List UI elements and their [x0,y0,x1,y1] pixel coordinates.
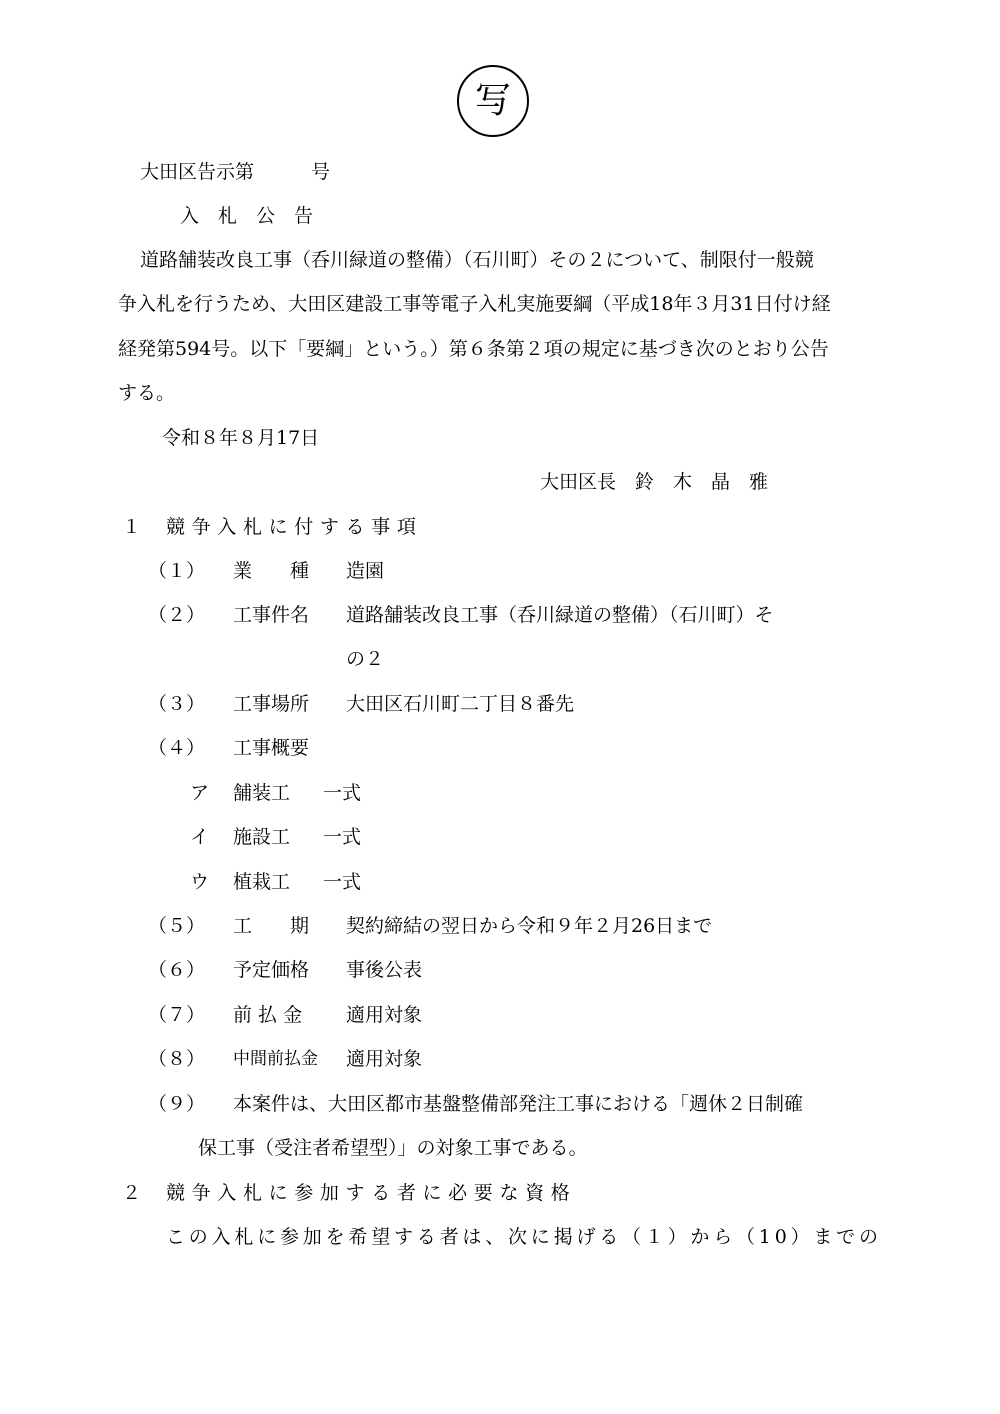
item-8-value: 適用対象 [346,1048,423,1070]
section-1-number: １ [122,516,142,538]
section-1-heading: 競争入札に付する事項 [166,516,423,538]
intro-line-3: 経発第594号。以下「要綱」という。）第６条第２項の規定に基づき次のとおり公告 [118,338,829,360]
item-3-number: （３） [148,693,206,715]
overview-u-qty: 一式 [323,871,362,893]
item-7-number: （７） [148,1004,206,1026]
intro-line-4: する。 [118,382,176,404]
item-5-label: 工 期 [233,915,310,937]
overview-i-name: 施設工 [233,826,291,848]
overview-u-name: 植栽工 [233,871,291,893]
copy-stamp: 写 [457,65,529,137]
overview-u-mark: ウ [190,871,210,893]
intro-line-1: 道路舗装改良工事（呑川緑道の整備）（石川町）その２について、制限付一般競 [140,249,814,271]
item-2-label: 工事件名 [233,604,310,626]
section-2-heading: 競争入札に参加する者に必要な資格 [166,1182,577,1204]
item-3-label: 工事場所 [233,693,310,715]
item-4-label: 工事概要 [233,737,310,759]
item-6-value: 事後公表 [346,959,423,981]
item-9-text-cont: 保工事（受注者希望型）」の対象工事である。 [198,1137,588,1159]
section-2-number: ２ [122,1182,142,1204]
item-6-label: 予定価格 [233,959,310,981]
item-2-value-cont: の２ [346,648,385,670]
item-2-value: 道路舗装改良工事（呑川緑道の整備）（石川町）そ [346,604,774,626]
item-4-number: （４） [148,737,206,759]
notice-date: 令和８年８月17日 [162,427,320,449]
item-8-number: （８） [148,1048,206,1070]
overview-a-name: 舗装工 [233,782,291,804]
item-1-label: 業 種 [233,560,310,582]
item-8-label: 中間前払金 [233,1049,318,1069]
overview-i-mark: イ [190,826,210,848]
item-3-value: 大田区石川町二丁目８番先 [346,693,575,715]
item-5-value: 契約締結の翌日から令和９年２月26日まで [346,915,713,937]
item-9-text: 本案件は、大田区都市基盤整備部発注工事における「週休２日制確 [233,1093,804,1115]
item-5-number: （５） [148,915,206,937]
overview-i-qty: 一式 [323,826,362,848]
item-2-number: （２） [148,604,206,626]
item-7-label: 前 払 金 [233,1004,303,1026]
intro-line-2: 争入札を行うため、大田区建設工事等電子入札実施要綱（平成18年３月31日付け経 [118,293,831,315]
item-6-number: （６） [148,959,206,981]
item-1-number: （１） [148,560,206,582]
notice-number: 大田区告示第 号 [140,161,331,183]
signer: 大田区長 鈴 木 晶 雅 [540,471,769,493]
item-7-value: 適用対象 [346,1004,423,1026]
overview-a-qty: 一式 [323,782,362,804]
overview-a-mark: ア [190,782,210,804]
item-9-number: （９） [148,1093,206,1115]
page-title: 入 札 公 告 [180,205,314,227]
item-1-value: 造園 [346,560,385,582]
section-2-text: この入札に参加を希望する者は、次に掲げる（１）から（10）までの [166,1226,882,1248]
